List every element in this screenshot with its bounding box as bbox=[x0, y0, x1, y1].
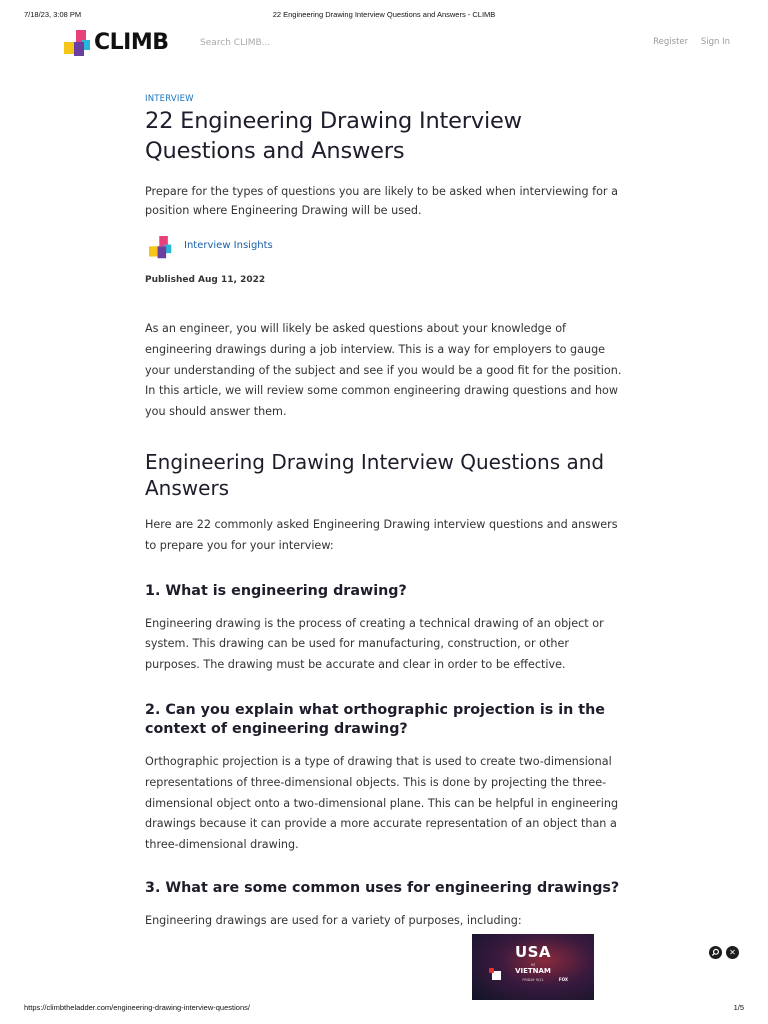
answer-paragraph: Engineering drawings are used for a variety of purposes, including: bbox=[145, 913, 522, 927]
page-title: 22 Engineering Drawing Interview Questions and Answers bbox=[145, 108, 522, 164]
page-number: 1/5 bbox=[733, 1003, 744, 1012]
print-title: 22 Engineering Drawing Interview Questions and Answers - CLIMB bbox=[272, 10, 496, 19]
site-header bbox=[0, 26, 768, 62]
author-link[interactable]: Interview Insights bbox=[184, 240, 273, 251]
category-link[interactable]: INTERVIEW bbox=[145, 94, 194, 104]
answer-paragraph: Engineering drawing is the process of creating a technical drawing of an object or system. This drawing can be used for manufacturing, construction, or other purposes. The drawing must be accurate and clear in order to be effective. bbox=[145, 616, 604, 672]
section-heading: Engineering Drawing Interview Questions and Answers bbox=[145, 449, 605, 500]
print-footer bbox=[24, 1003, 744, 1015]
zoom-glyph-icon bbox=[709, 946, 722, 959]
auth-links bbox=[643, 37, 730, 47]
print-url: https://climbtheladder.com/engineering-drawing-interview-questions/ bbox=[24, 1003, 250, 1012]
answer-paragraph: Orthographic projection is a type of drawing that is used to create two-dimensional representations of three-dimensional objects. This is done by projecting the three-dimensional object onto a two-dimensional plane. This can be helpful in engineering drawings because it can provide a more accurate representation of an object than a three-dimensional drawing. bbox=[145, 754, 619, 852]
climb-logo-icon bbox=[64, 30, 92, 58]
ad-record-icon bbox=[489, 968, 494, 973]
author-avatar-icon bbox=[149, 236, 173, 260]
article bbox=[145, 94, 625, 932]
section-description: Here are 22 commonly asked Engineering Drawing interview questions and answers to prepare you for your interview: bbox=[145, 517, 618, 552]
ad-title: USA bbox=[514, 943, 552, 961]
logo-text: CLIMB bbox=[94, 30, 169, 55]
intro-paragraph: As an engineer, you will likely be asked questions about your knowledge of engineering drawings during a job interview. This is a way for employers to gauge your understanding of the subject and see if you would be a good fit for the position. In this article, we will review some common engineering drawing questions and how you should answer them. bbox=[145, 322, 622, 419]
ad-subtitle: VIETNAM bbox=[515, 967, 551, 975]
article-lede: Prepare for the types of questions you are likely to be asked when interviewing for a position where Engineering Drawing will be used. bbox=[145, 185, 618, 217]
ad-vs: vs bbox=[530, 962, 536, 967]
close-icon[interactable]: ✕ bbox=[726, 946, 739, 959]
video-ad[interactable] bbox=[472, 934, 594, 1000]
register-link[interactable]: Register bbox=[653, 37, 689, 47]
search-input[interactable] bbox=[200, 35, 400, 51]
ad-date: FRIDAY 9/21 bbox=[522, 978, 544, 982]
question-heading: 1. What is engineering drawing? bbox=[145, 582, 407, 599]
sign-in-link[interactable]: Sign In bbox=[700, 37, 730, 47]
zoom-icon[interactable] bbox=[709, 946, 722, 959]
print-header bbox=[24, 10, 744, 22]
print-date: 7/18/23, 3:08 PM bbox=[24, 10, 82, 19]
question-heading: 2. Can you explain what orthographic projection is in the context of engineering drawing? bbox=[145, 701, 605, 737]
climb-logo[interactable] bbox=[64, 28, 184, 58]
question-heading: 3. What are some common uses for engineering drawings? bbox=[145, 879, 620, 896]
author-byline bbox=[145, 234, 625, 262]
ad-network: FOX bbox=[558, 977, 568, 982]
published-date: Published Aug 11, 2022 bbox=[145, 275, 266, 285]
